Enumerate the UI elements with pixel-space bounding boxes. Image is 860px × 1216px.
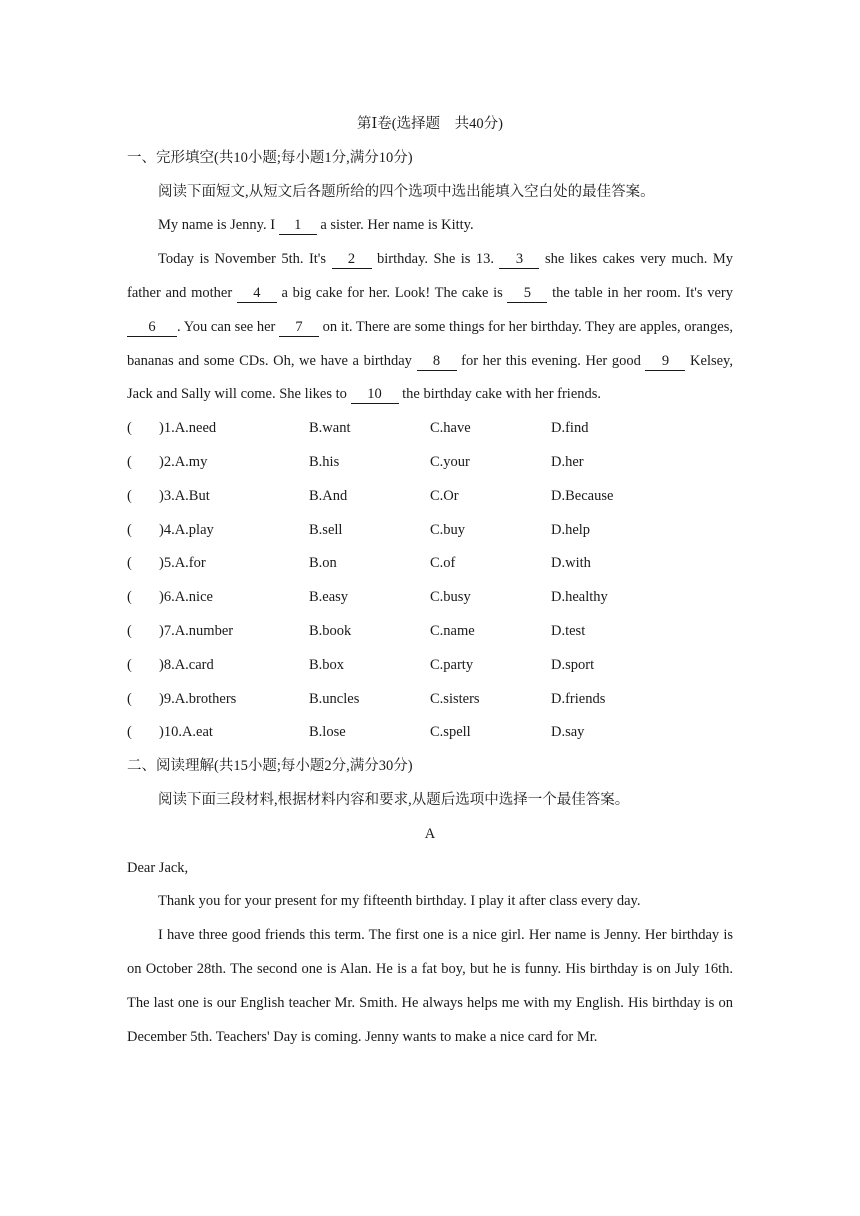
cloze-text: the table in her room. It's very xyxy=(547,284,733,301)
option-b: B.box xyxy=(309,656,345,673)
question-row xyxy=(127,480,733,514)
option-d: D.Because xyxy=(551,487,614,504)
option-a: )1.A.need xyxy=(159,420,217,437)
option-c: C.spell xyxy=(430,724,471,741)
cloze-paragraph-2 xyxy=(127,243,733,412)
option-b: B.his xyxy=(309,453,340,470)
cloze-paragraph-1 xyxy=(127,209,733,243)
option-a: )4.A.play xyxy=(159,521,214,538)
option-c: C.have xyxy=(430,420,471,437)
answer-paren: ( xyxy=(127,555,132,572)
cloze-text: Kelsey, Jack and Sally will come. She likes to xyxy=(127,352,733,403)
answer-paren: ( xyxy=(127,656,132,673)
cloze-text: on it. There are some things for her birthday. They are apples, oranges, bananas and some CDs. Oh, we have a birthday xyxy=(127,318,733,369)
cloze-text: for her this evening. Her good xyxy=(456,352,646,369)
option-b: B.book xyxy=(309,622,352,639)
option-b: B.on xyxy=(309,555,337,572)
answer-paren: ( xyxy=(127,690,132,707)
question-row xyxy=(127,514,733,548)
option-c: C.sisters xyxy=(430,690,480,707)
option-b: B.sell xyxy=(309,521,343,538)
option-d: D.test xyxy=(551,622,586,639)
option-d: D.find xyxy=(551,420,589,437)
section2-instruction: 阅读下面三段材料,根据材料内容和要求,从题后选项中选择一个最佳答案。 xyxy=(158,791,630,808)
option-c: C.of xyxy=(430,555,456,572)
cloze-text: she likes cakes very much. My father and mother xyxy=(127,251,733,301)
question-row xyxy=(127,716,733,750)
section1-instruction: 阅读下面短文,从短文后各题所给的四个选项中选出能填入空白处的最佳答案。 xyxy=(158,183,655,200)
question-row xyxy=(127,412,733,446)
option-c: C.party xyxy=(430,656,474,673)
option-c: C.busy xyxy=(430,589,471,606)
answer-paren: ( xyxy=(127,521,132,538)
option-b: B.easy xyxy=(309,589,349,606)
section1-heading: 一、完形填空(共10小题;每小题1分,满分10分) xyxy=(127,149,413,166)
answer-paren: ( xyxy=(127,724,132,741)
option-a: )6.A.nice xyxy=(159,589,213,606)
question-list xyxy=(127,412,733,750)
blank-5: 5 xyxy=(507,285,547,303)
letter-paragraph-2: I have three good friends this term. The first one is a nice girl. Her name is Jenny. Her birthday is on October 28th. The second one is Alan. He is a fat boy, but he is funny. His birthday is on July 16th. The last one is our English teacher Mr. Smith. He always helps me with my English. His birthday is on December 5th. Teachers' Day is coming. Jenny wants to make a nice card for Mr. xyxy=(127,927,733,1045)
cloze-text: a big cake for her. Look! The cake is xyxy=(276,284,508,301)
question-row xyxy=(127,581,733,615)
blank-9: 9 xyxy=(645,353,685,371)
question-row xyxy=(127,446,733,480)
answer-paren: ( xyxy=(127,420,132,437)
letter-greeting: Dear Jack, xyxy=(127,859,189,876)
option-d: D.healthy xyxy=(551,589,608,606)
passage-label: A xyxy=(424,825,436,842)
cloze-text: birthday. She is 13. xyxy=(371,251,500,268)
blank-1: 1 xyxy=(279,217,317,235)
option-d: D.say xyxy=(551,724,585,741)
option-d: D.with xyxy=(551,555,591,572)
answer-paren: ( xyxy=(127,589,132,606)
blank-10: 10 xyxy=(351,386,399,404)
question-row xyxy=(127,683,733,717)
option-d: D.help xyxy=(551,521,591,538)
option-d: D.friends xyxy=(551,690,606,707)
cloze-text: Today is November 5th. It's xyxy=(158,251,332,268)
option-a: )5.A.for xyxy=(159,555,206,572)
option-d: D.sport xyxy=(551,656,595,673)
option-c: C.name xyxy=(430,622,475,639)
option-c: C.Or xyxy=(430,487,459,504)
blank-3: 3 xyxy=(499,251,539,269)
option-c: C.your xyxy=(430,453,470,470)
blank-8: 8 xyxy=(417,353,457,371)
section2-heading: 二、阅读理解(共15小题;每小题2分,满分30分) xyxy=(127,758,413,775)
letter-paragraph-1: Thank you for your present for my fifteenth birthday. I play it after class every day. xyxy=(158,893,641,910)
cloze-text: My name is Jenny. I xyxy=(158,217,279,234)
paper-title: 第Ⅰ卷(选择题 共40分) xyxy=(357,116,503,132)
option-c: C.buy xyxy=(430,521,466,538)
option-a: )9.A.brothers xyxy=(159,690,237,707)
answer-paren: ( xyxy=(127,487,132,504)
option-b: B.want xyxy=(309,420,351,437)
answer-paren: ( xyxy=(127,453,132,470)
blank-2: 2 xyxy=(332,251,372,269)
option-b: B.And xyxy=(309,487,348,504)
question-row xyxy=(127,615,733,649)
blank-4: 4 xyxy=(237,285,277,303)
question-row xyxy=(127,649,733,683)
blank-7: 7 xyxy=(279,319,319,337)
answer-paren: ( xyxy=(127,622,132,639)
option-a: )8.A.card xyxy=(159,656,214,673)
blank-6: 6 xyxy=(127,319,177,337)
cloze-text: . You can see her xyxy=(177,318,280,335)
option-a: )10.A.eat xyxy=(159,724,213,741)
exam-page xyxy=(127,108,733,1054)
cloze-text: the birthday cake with her friends. xyxy=(398,386,602,403)
cloze-text: a sister. Her name is Kitty. xyxy=(316,217,474,234)
option-d: D.her xyxy=(551,453,584,470)
option-a: )2.A.my xyxy=(159,453,208,470)
option-b: B.uncles xyxy=(309,690,360,707)
option-b: B.lose xyxy=(309,724,346,741)
option-a: )7.A.number xyxy=(159,622,234,639)
option-a: )3.A.But xyxy=(159,487,210,504)
question-row xyxy=(127,547,733,581)
